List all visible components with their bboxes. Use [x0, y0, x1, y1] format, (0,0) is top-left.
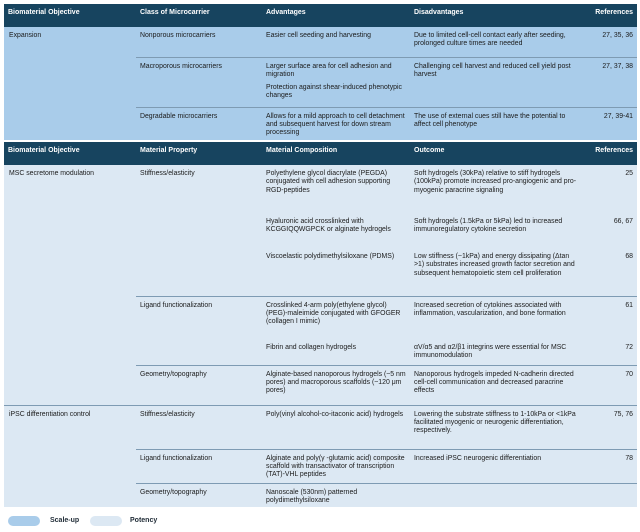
legend-swatch-potency [90, 516, 122, 526]
references-cell: 72 [625, 344, 633, 351]
header-disadvantages: Disadvantages [410, 4, 582, 27]
material-property: Stiffness/elasticity [136, 405, 262, 449]
outcome-cell: Low stiffness (~1kPa) and energy dissipating (Δtan >1) substrates increased growth factor secretion and subsequent hematopoietic stem cell proliferation [414, 253, 575, 277]
references-cell: 78 [582, 449, 637, 483]
header-references: References [582, 141, 637, 165]
potency-header-row [4, 141, 637, 165]
material-composition: Alginate-based nanoporous hydrogels (~5 nm pores) and macroporous scaffolds (~120 μm pores) [262, 365, 410, 405]
material-composition: Crosslinked 4-arm poly(ethylene glycol) (PEG)-maleimide conjugated with GFOGER (collagen I mimic) [262, 296, 410, 339]
header-biomaterial-objective: Biomaterial Objective [4, 141, 136, 165]
material-composition: Fibrin and collagen hydrogels [266, 344, 357, 351]
advantage-text: Protection against shear-induced phenotypic changes [266, 84, 402, 100]
advantages-cell [262, 57, 410, 107]
material-composition: Viscoelastic polydimethylsiloxane (PDMS) [266, 253, 395, 260]
biomaterial-table [4, 4, 637, 507]
material-composition: Nanoscale (530nm) patterned polydimethylsiloxane [262, 483, 410, 507]
objective-msc-secretome: MSC secretome modulation [9, 170, 95, 177]
legend-label-scale-up: Scale-up [50, 517, 80, 524]
expansion-header-row [4, 4, 637, 27]
references-cell: 27, 39-41 [582, 107, 637, 141]
legend-swatch-scale-up [8, 516, 40, 526]
header-material-property: Material Property [136, 141, 262, 165]
advantage-text: Larger surface area for cell adhesion and migration [266, 62, 392, 78]
microcarrier-class: Macroporous microcarriers [136, 57, 262, 107]
references-cell: 27, 37, 38 [582, 57, 637, 107]
outcome-cell: Soft hydrogels (1.5kPa or 5kPa) led to increased immunoregulatory cytokine secretion [414, 218, 563, 234]
outcome-cell: Nanoporous hydrogels impeded N-cadherin directed cell-cell communication and decreased paracrine effects [410, 365, 582, 405]
outcome-cell: Soft hydrogels (30kPa) relative to stiff hydrogels (100kPa) promote increased pro-angiogenic and pro-myogenic paracrine signaling [414, 170, 577, 194]
material-composition: Poly(vinyl alcohol-co-itaconic acid) hydrogels [262, 405, 410, 449]
references-cell: 66, 67 [613, 218, 633, 225]
outcome-cell: Increased secretion of cytokines associated with inflammation, vascularization, and bone formation [410, 296, 582, 339]
material-composition: Hyaluronic acid crosslinked with KCGGIQQWGPCK or alginate hydrogels [266, 218, 391, 234]
advantages-cell [262, 107, 410, 141]
material-composition: Alginate and poly(γ -glutamic acid) composite scaffold with transactivator of transcription (TAT)-VHL peptides [262, 449, 410, 483]
outcome-cell: αV/α5 and α2/β1 integrins were essential for MSC immunomodulation [414, 344, 567, 360]
header-references: References [582, 4, 637, 27]
outcome-cell: Increased iPSC neurogenic differentiation [410, 449, 582, 483]
advantages-cell [262, 27, 410, 57]
material-property: Ligand functionalization [136, 449, 262, 483]
advantage-text: Allows for a mild approach to cell detachment and subsequent harvest for down stream processing [266, 112, 405, 137]
outcome-cell: Lowering the substrate stiffness to 1-10kPa or <1kPa facilitated myogenic or neurogenic differentiation, respectively. [410, 405, 582, 449]
references-cell: 25 [625, 170, 633, 177]
disadvantages-cell: Challenging cell harvest and reduced cell yield post harvest [410, 57, 582, 107]
references-cell: 27, 35, 36 [602, 32, 633, 39]
references-cell: 68 [625, 253, 633, 260]
header-material-composition: Material Composition [262, 141, 410, 165]
material-property: Geometry/topography [136, 365, 262, 405]
references-cell: 70 [582, 365, 637, 405]
material-property: Geometry/topography [136, 483, 262, 507]
references-cell: 75, 76 [582, 405, 637, 449]
table-row [4, 165, 637, 213]
microcarrier-class: Nonporous microcarriers [140, 32, 216, 39]
references-cell [582, 483, 637, 507]
table-row [4, 405, 637, 449]
header-advantages: Advantages [262, 4, 410, 27]
objective-expansion: Expansion [9, 32, 42, 39]
table-row [4, 27, 637, 57]
material-property: Ligand functionalization [136, 296, 262, 365]
advantage-text: Easier cell seeding and harvesting [266, 32, 371, 39]
outcome-cell [410, 483, 582, 507]
header-biomaterial-objective: Biomaterial Objective [4, 4, 136, 27]
header-class-of-microcarrier: Class of Microcarrier [136, 4, 262, 27]
disadvantages-cell: Due to limited cell-cell contact early after seeding, prolonged culture times are needed [414, 32, 566, 48]
material-composition: Polyethylene glycol diacrylate (PEGDA) conjugated with cell adhesion supporting RGD-peptides [266, 170, 391, 194]
disadvantages-cell: The use of external cues still have the potential to affect cell phenotype [410, 107, 582, 141]
references-cell: 61 [582, 296, 637, 339]
header-outcome: Outcome [410, 141, 582, 165]
legend-label-potency: Potency [130, 517, 158, 524]
microcarrier-class: Degradable microcarriers [136, 107, 262, 141]
objective-ipsc-differentiation: iPSC differentiation control [4, 405, 136, 507]
material-property: Stiffness/elasticity [140, 170, 195, 177]
